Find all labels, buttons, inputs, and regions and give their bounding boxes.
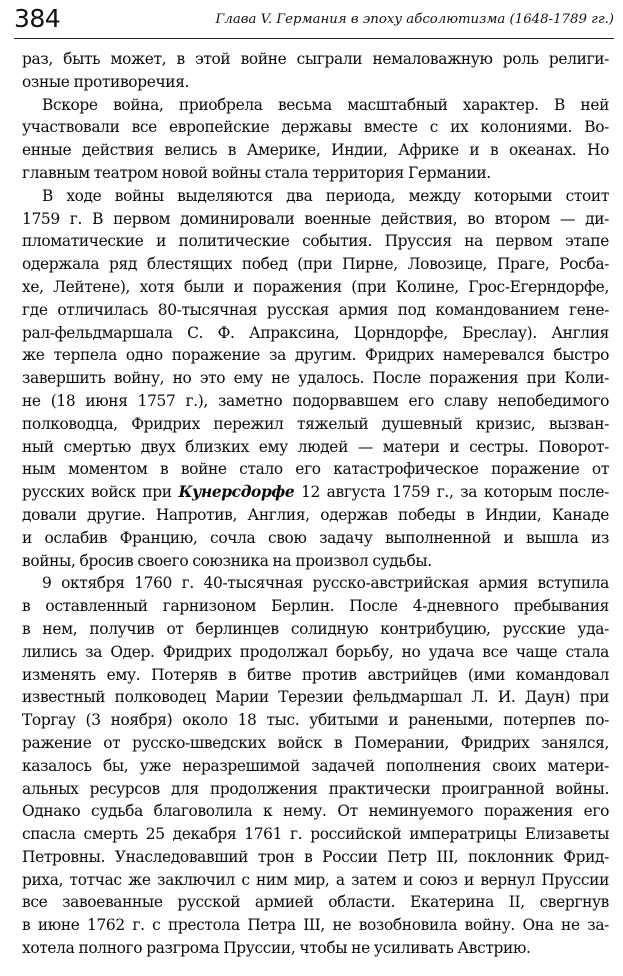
text-line: рал-фельдмаршала С. Ф. Апраксина, Цорндорфе, Бреслау). Англия [22,323,609,342]
text-line: пломатические и политические события. Пруссия на первом этапе [22,232,609,251]
text-line: же терпела одно поражение за другим. Фридрих намеревался быстро [22,346,609,365]
text-line: и ослабив Францию, сочла свою задачу выполненной и вышла из [22,528,609,547]
emphasized-place-name: Кунерсдорфе [178,483,295,502]
text-line: в июне 1762 г. с престола Петра III, не возобновила войну. Она не за- [22,916,609,935]
text-line: риха, тотчас же заключил с ним мир, а затем и союз и вернул Пруссии [22,870,609,889]
text-line: хе, Лейтене), хотя были и поражения (при Колине, Грос-Егерндорфе, [22,277,609,296]
text-line: в нем, получив от берлинцев солидную контрибуцию, русские уда- [22,619,609,638]
text-line: Вскоре война, приобрела весьма масштабный характер. В ней [42,95,609,114]
text-line: раз, быть может, в этой войне сыграли немаловажную роль религи- [22,50,609,68]
text-line: войны, бросив своего союзника на произвол судьбы. [22,551,432,570]
text-line: Торгау (3 ноября) около 18 тыс. убитыми и ранеными, потерпев по- [22,711,609,730]
text-line: казалось бы, уже неразрешимой задачей пополнения своих матери- [22,756,609,775]
text-line [22,481,609,504]
text-line: 1759 г. В первом доминировали военные действия, во втором — ди- [22,209,609,228]
text-line: озные противоречия. [22,72,190,91]
text-line: известный полководец Марии Терезии фельдмаршал Л. И. Даун) при [22,688,609,707]
text-line: не (18 июня 1757 г.), заметно подорвавшем его славу непобедимого [22,391,609,410]
page-number: 384 [14,4,61,33]
text-line: енные действия велись в Америке, Индии, Африке и в океанах. Но [22,141,609,160]
text-line: все завоеванные русской армией области. Екатерина II, свергнув [22,893,609,912]
text-line: завершить войну, но это ему не удалось. После поражения при Коли- [22,369,609,388]
text-line-part: 12 августа 1759 г., за которым после- [294,483,609,502]
running-head: Глава V. Германия в эпоху абсолютизма (1648-1789 гг.) [215,12,614,27]
text-line: хотела полного разгрома Пруссии, чтобы не усиливать Австрию. [22,939,531,958]
text-line: участвовали все европейские державы вместе с их колониями. Во- [22,118,609,137]
text-line: Петровны. Унаследовавший трон в России Петр III, поклонник Фрид- [22,847,609,866]
text-line: главным театром новой войны стала территория Германии. [22,163,491,182]
page-header [14,4,614,39]
body-text [22,48,609,960]
text-line: спасла смерть 25 декабря 1761 г. российской императрицы Елизаветы [22,825,609,844]
text-line: ным моментом в войне стало его катастрофическое поражение от [22,460,609,479]
text-line: ный смертью двух близких ему людей — матери и сестры. Поворот- [22,437,609,456]
text-line: где отличилась 80-тысячная русская армия под командованием гене- [22,300,609,319]
text-line: альных ресурсов для продолжения практически проигранной войны. [22,779,609,798]
text-line-part: русских войск при [22,483,179,502]
text-line: ражение от русско-шведских войск в Померании, Фридрих занялся, [22,733,609,752]
text-line: В ходе войны выделяются два периода, между которыми стоит [42,186,609,205]
text-line: изменять ему. Потеряв в битве против австрийцев (ими командовал [22,665,609,684]
text-line: довали другие. Напротив, Англия, одержав победы в Индии, Канаде [22,505,609,524]
text-line: лились за Одер. Фридрих продолжал борьбу, но удача все чаще стала [22,642,609,661]
text-line: в оставленный гарнизоном Берлин. После 4-дневного пребывания [22,597,609,616]
text-line: 9 октября 1760 г. 40-тысячная русско-австрийская армия вступила [42,574,609,593]
text-line: одержала ряд блестящих побед (при Пирне, Ловозице, Праге, Росба- [22,255,609,274]
text-line: Однако судьба благоволила к нему. От неминуемого поражения его [22,802,609,821]
text-line: полководца, Фридрих пережил тяжелый душевный кризис, вызван- [22,414,609,433]
